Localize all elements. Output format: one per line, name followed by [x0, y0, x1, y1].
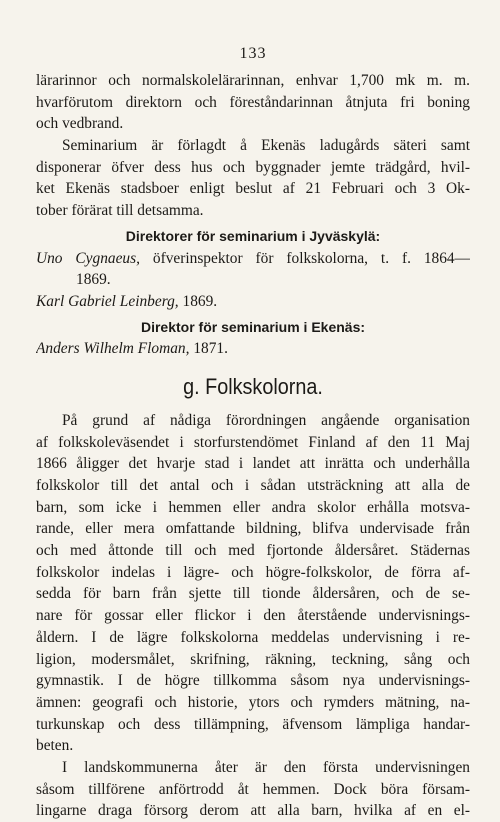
page-number: 133	[239, 45, 267, 62]
text-line: 1866 åligger det hvarje stad i landet att inrätta och underhålla	[36, 455, 470, 473]
text-line: På grund af nådiga förordningen angående organisation	[62, 411, 470, 429]
text-line: beten.	[36, 737, 74, 755]
paragraph-landskommuner	[36, 757, 470, 822]
paragraph-folkskolor	[36, 410, 470, 757]
text-line: I landskommunerna åter är den första undervisningen	[62, 758, 470, 776]
director-details: 1871.	[189, 340, 228, 358]
text-line: såsom tillförene anförtrodd åt hemmen. Dock böra försam-	[36, 780, 470, 798]
text-line: hvarförutom direktorn och föreståndarinnan åtnjuta fri boning	[36, 93, 470, 111]
director-name: Karl Gabriel Leinberg,	[36, 292, 179, 310]
text-line: nare för gossar eller flickor i den återstående undervisnings-	[36, 607, 470, 625]
text-line: folkskolor till det antal och i sådan utsträckning att alla de	[36, 477, 470, 494]
text-line: ket Ekenäs stadsboer enligt beslut af 21 Februari och 3 Ok-	[36, 180, 470, 198]
director-entry	[36, 291, 470, 313]
text-line: turkunskap och dess tillämpning, äfvensom lämpliga handar-	[36, 715, 470, 733]
text-line: af folkskoleväsendet i storfurstendömet Finland af den 11 Maj	[36, 433, 470, 451]
heading-director-ekenas: Direktor för seminarium i Ekenäs:	[140, 318, 366, 335]
text-line: barn, som icke i hemmen eller andra skolor erhålla motsva-	[36, 498, 470, 516]
text-line: sedda för barn från sjette till tionde åldersåren, och de se-	[36, 585, 470, 603]
director-name: Uno Cygnaeus,	[36, 249, 140, 267]
text-line: och vedbrand.	[36, 115, 124, 133]
text-line: lingarne draga försorg derom att alla barn, hvilka af en el-	[36, 802, 470, 820]
text-line: lärarinnor och normalskolelärarinnan, enhvar 1,700 mk m. m.	[36, 72, 470, 89]
text-line: tober förärat till detsamma.	[36, 202, 204, 220]
text-line: åldern. I de lägre folkskolorna meddelas undervisning i re-	[36, 628, 470, 646]
section-title: g. Folkskolorna.	[183, 373, 323, 399]
text-line: och med åttonde till och med fjortonde åldersåret. Städernas	[36, 542, 470, 560]
paragraph-seminarium	[36, 135, 470, 222]
director-entry	[36, 338, 470, 360]
text-line: ämnen: geografi och historie, ytors och rymders mätning, na-	[36, 693, 470, 711]
director-entry	[36, 248, 470, 270]
director-entry-continued: 1869.	[76, 271, 111, 289]
director-details: öfverinspektor för folkskolorna, t. f. 1864—	[139, 249, 470, 267]
director-details: 1869.	[178, 292, 218, 310]
text-line: ligion, modersmålet, skrifning, räkning, teckning, sång och	[36, 650, 470, 668]
text-line: folkskolor indelas i lägre- och högre-folkskolor, de förra af-	[36, 563, 470, 581]
paragraph-salaries	[36, 70, 470, 135]
director-name: Anders Wilhelm Floman,	[36, 340, 190, 358]
text-line: disponerar öfver dess hus och byggnader jemte trädgård, hvil-	[36, 158, 470, 176]
text-line: Seminarium är förlagdt å Ekenäs ladugårds säteri samt	[62, 137, 470, 155]
text-line: rande, eller mera omfattande bildning, blifva undervisade från	[36, 520, 470, 538]
text-line: gymnastik. I de högre tillkomma såsom nya undervisnings-	[36, 672, 470, 690]
heading-directors-jyvaskyla: Direktorer för seminarium i Jyväskylä:	[125, 227, 381, 244]
